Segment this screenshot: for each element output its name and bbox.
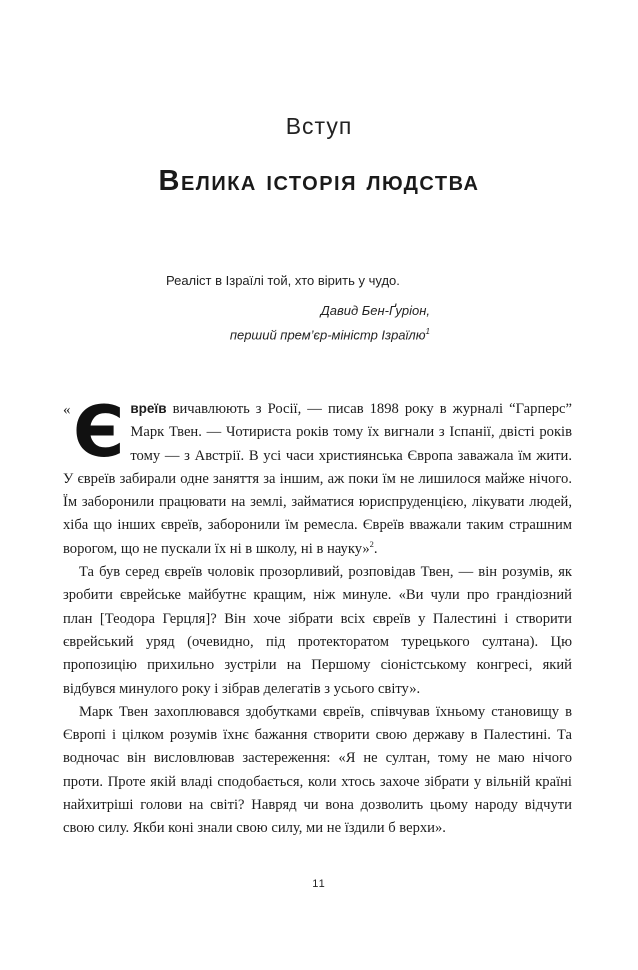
body-text <box>63 391 572 841</box>
paragraph-2: Та був серед євреїв чоловік прозорливий, розповідав Твен, — він розумів, як зробити єврейське майбутнє кращим, ніж минуле. «Ви чули про грандіозний план [Теодора Герцля]? Він хоче зібрати всіх євреїв у Палестині і створити єврейський уряд (очевидно, під протекторатом турецького султана). Цю пропозицію прихильно зустріли на Першому сіоністському конгресі, який відбувся минулого року і зібрав делегатів з усього світу». <box>63 564 572 697</box>
paragraph-1-text: вичавлюють з Росії, — писав 1898 року в журналі “Гарперс” Марк Твен. — Чотириста років тому їх вигнали з Іспанії, двісті років тому — з Австрії. В усі часи християнська Європа заважала їм жити. У євреїв забирали одне заняття за іншим, аж поки їм не лишилося майже нічого. Їм заборонили працювати на землі, займатися юриспруденцією, лікувати людей, хіба що інших євреїв, заборонили їм ремесла. Євреїв вважали таким страшним ворогом, що не пускали їх ні в школу, ні в науку» <box>63 401 572 557</box>
epigraph-role-text: перший прем’єр-міністр Ізраїлю <box>229 327 426 343</box>
epigraph-quote: Реаліст в Ізраїлі той, хто вірить у чудо. <box>166 273 400 288</box>
paragraph-3: Марк Твен захоплювався здобутками євреїв, співчував їхньому становищу в Європі і цілком розумів їхнє бажання створити свою державу в Палестині. Та водночас він висловлював застереження: «Я не султан, тому не маю нічого проти. Проте якій владі сподобається, коли хтось захоче зібрати у вільній країні найхитріші голови на світі? Навряд чи вона дозволить цьому народу відчути свою силу. Якби коні знали свою силу, ми не їздили б верхи». <box>63 703 572 837</box>
epigraph <box>166 273 556 345</box>
epigraph-footnote-marker: 1 <box>425 327 430 336</box>
chapter-label: Вступ <box>285 113 353 139</box>
paragraph-1-end: . <box>373 540 378 557</box>
epigraph-role <box>166 321 556 345</box>
opening-quote-mark: « <box>63 402 71 418</box>
footnote-marker-2: 2 <box>369 538 374 549</box>
paragraph-1 <box>63 391 572 561</box>
page-number: 11 <box>312 878 326 890</box>
epigraph-author: Давид Бен-Ґуріон, <box>320 303 430 318</box>
drop-cap: Є <box>73 391 125 473</box>
chapter-title: Велика історія людства <box>158 165 480 197</box>
lead-word: вреїв <box>130 401 167 416</box>
